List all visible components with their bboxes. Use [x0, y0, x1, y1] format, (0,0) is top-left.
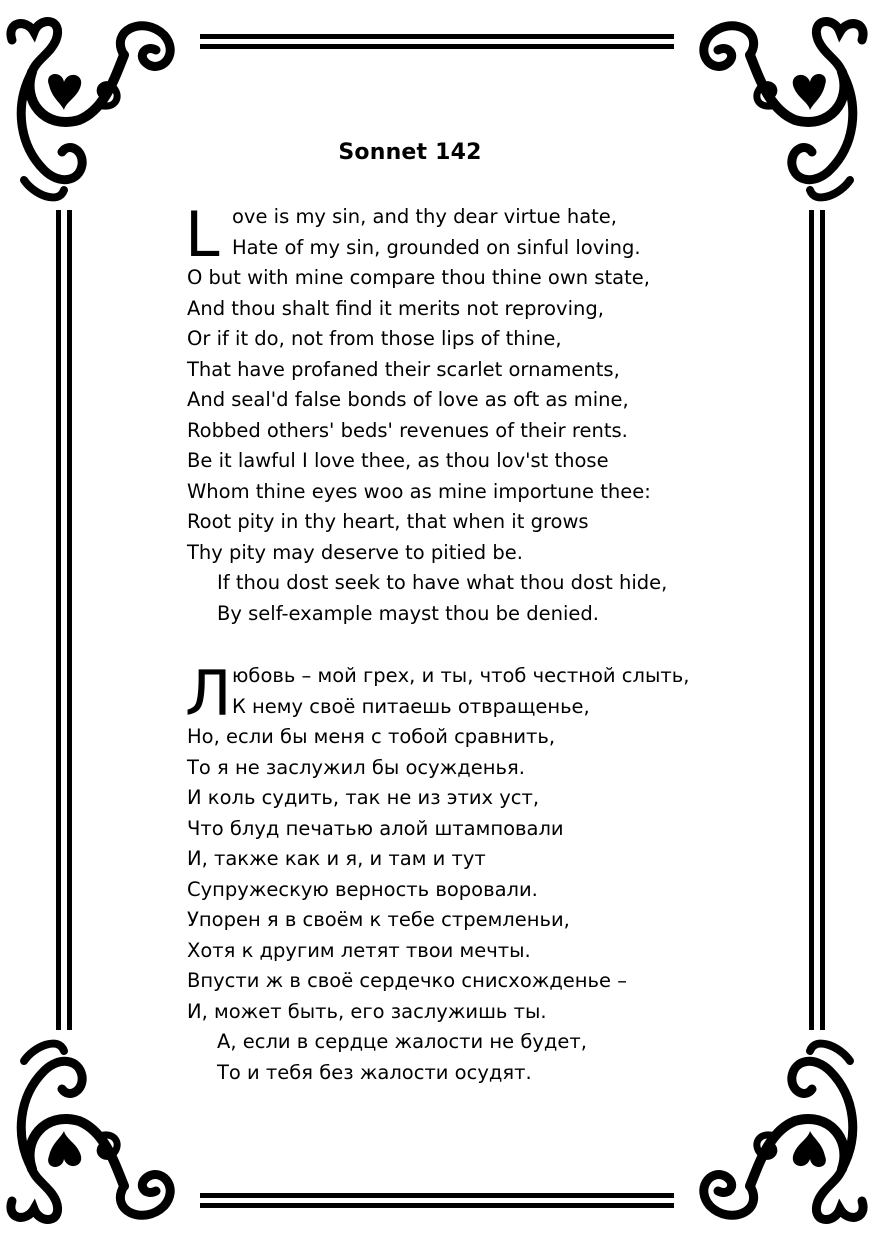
poem-line: Хотя к другим летят твои мечты. [187, 938, 531, 962]
poem-line: Впусти ж в своё сердечко снисхожденье – [187, 969, 627, 992]
poem-line: And seal'd false bonds of love as oft as mine, [187, 388, 629, 411]
poem-line: Упорен я в своём к тебе стремленьи, [187, 908, 570, 931]
poem-line: юбовь – мой грех, и ты, чтоб честной слыть, [232, 664, 690, 687]
poem-line: ove is my sin, and thy dear virtue hate, [232, 205, 618, 228]
poem-line: Robbed others' beds' revenues of their rents. [187, 418, 628, 442]
poem-line: Thy pity may deserve to pitied be. [187, 540, 523, 564]
poem-line: Hate of my sin, grounded on sinful loving. [232, 235, 641, 259]
poem-line: Супружескую верность воровали. [187, 877, 538, 901]
poem-line: Be it lawful I love thee, as thou lov'st those [187, 449, 609, 472]
page-title: Sonnet 142 [338, 140, 482, 165]
russian-sonnet [185, 657, 787, 1088]
poem-line: К нему своё питаешь отвращенье, [232, 694, 590, 718]
poem-line: O but with mine compare thou thine own state, [187, 266, 650, 289]
poem-line: And thou shalt find it merits not reproving, [187, 296, 604, 320]
poem-line: Or if it do, not from those lips of thine, [187, 327, 562, 350]
couplet-line: By self-example mayst thou be denied. [217, 601, 599, 625]
couplet-line: If thou dost seek to have what thou dost hide, [217, 571, 668, 594]
poem-line: И коль судить, так не из этих уст, [187, 786, 540, 809]
poem-line: Root pity in thy heart, that when it grows [187, 510, 589, 533]
poem-line: И, может быть, его заслужишь ты. [187, 999, 547, 1023]
couplet-line: А, если в сердце жалости не будет, [217, 1030, 587, 1053]
poem-line: Но, если бы меня с тобой сравнить, [187, 725, 556, 748]
drop-cap-letter: L [185, 198, 220, 271]
poem-line: И, также как и я, и там и тут [187, 847, 486, 870]
poem-line: Whom thine eyes woo as mine importune thee: [187, 479, 651, 503]
drop-cap-letter: Л [185, 657, 232, 730]
poem-line: That have profaned their scarlet ornaments, [187, 357, 620, 381]
english-sonnet [185, 198, 787, 629]
poem-line: Что блуд печатью алой штамповали [187, 816, 564, 840]
couplet-line: То и тебя без жалости осудят. [217, 1060, 532, 1084]
poem-line: То я не заслужил бы осужденья. [187, 755, 525, 779]
